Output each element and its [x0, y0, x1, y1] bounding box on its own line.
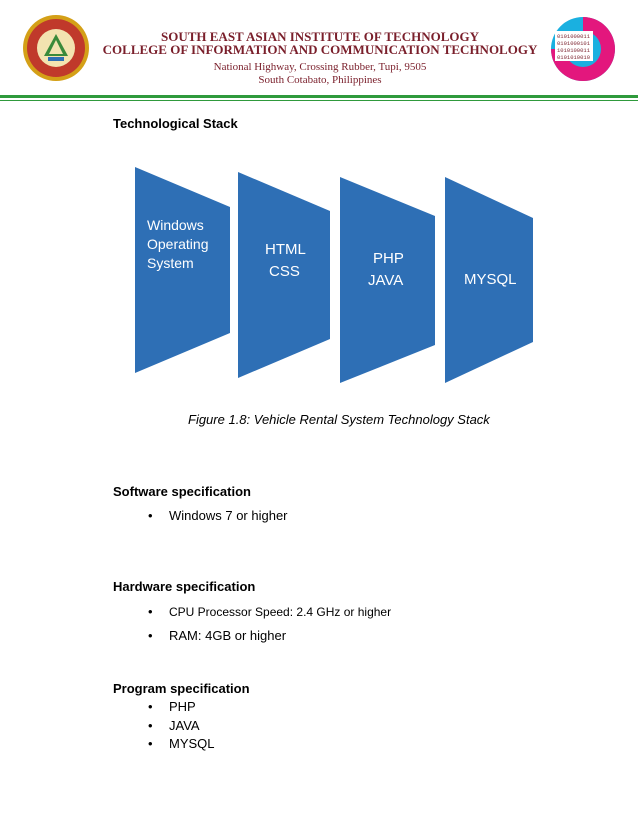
tech-stack-heading: Technological Stack	[113, 116, 238, 131]
stack-label-line: MYSQL	[464, 271, 517, 288]
stack-label-line: HTML	[265, 241, 306, 258]
address-line-1: National Highway, Crossing Rubber, Tupi, 9505	[213, 61, 427, 73]
stack-label-line: PHP	[373, 250, 404, 267]
bullet-icon: •	[148, 718, 153, 733]
program-item: JAVA	[169, 718, 200, 733]
bullet-icon: •	[148, 736, 153, 751]
binary-line-4: 0101010010	[557, 54, 591, 61]
college-name: COLLEGE OF INFORMATION AND COMMUNICATION TECHNOLOGY	[102, 42, 538, 57]
address-line-2: South Cotabato, Philippines	[258, 74, 382, 86]
bullet-icon: •	[148, 604, 153, 619]
binary-line-3: 1010100011	[557, 47, 591, 54]
stack-label-line: Windows	[147, 217, 204, 233]
stack-label-line: System	[147, 255, 194, 271]
tech-stack-diagram	[0, 0, 638, 400]
bullet-icon: •	[148, 628, 153, 643]
figure-caption: Figure 1.8: Vehicle Rental System Technology Stack	[188, 412, 490, 427]
stack-label-line: CSS	[269, 263, 300, 280]
hardware-item: RAM: 4GB or higher	[169, 628, 287, 643]
hardware-heading: Hardware specification	[113, 579, 256, 594]
stack-label-mysql	[464, 270, 517, 289]
stack-label-windows	[147, 216, 208, 273]
binary-line-1: 0101000011	[557, 33, 591, 40]
stack-label-html-css	[265, 239, 306, 283]
program-heading: Program specification	[113, 681, 250, 696]
stack-label-line: JAVA	[368, 272, 404, 289]
stack-label-php-java	[368, 248, 404, 292]
binary-line-2: 0101000101	[557, 40, 591, 47]
bullet-icon: •	[148, 508, 153, 523]
software-heading: Software specification	[113, 484, 251, 499]
institute-name: SOUTH EAST ASIAN INSTITUTE OF TECHNOLOGY	[161, 29, 479, 44]
program-item: PHP	[169, 699, 196, 714]
bullet-icon: •	[148, 699, 153, 714]
program-item: MYSQL	[169, 736, 215, 751]
software-item: Windows 7 or higher	[169, 508, 288, 523]
hardware-item: CPU Processor Speed: 2.4 GHz or higher	[169, 605, 392, 619]
stack-label-line: Operating	[147, 236, 209, 252]
